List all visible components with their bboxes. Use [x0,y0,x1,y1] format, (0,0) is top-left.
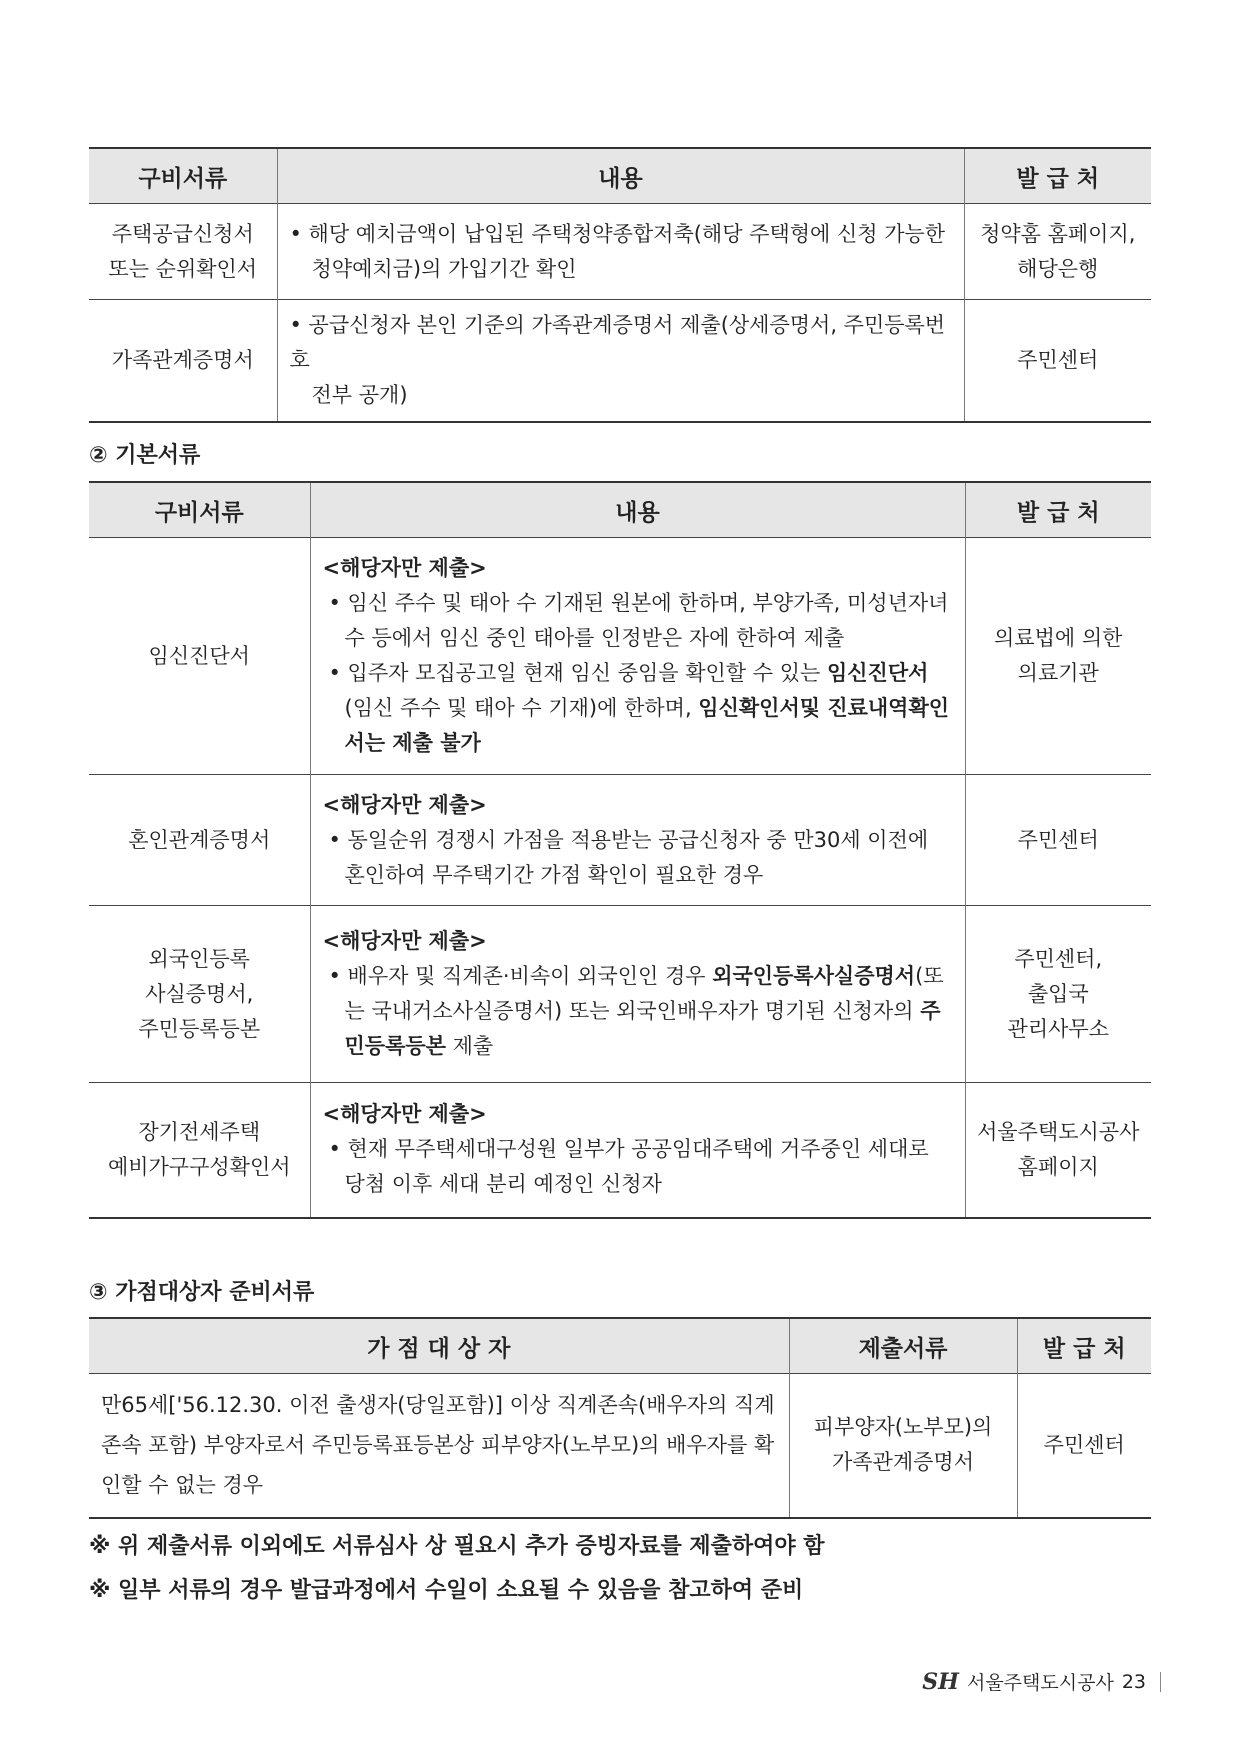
table-header-row [89,482,1151,538]
doc-cell: 피부양자(노부모)의 가족관계증명서 [789,1374,1017,1518]
table-required-docs-top [89,147,1151,423]
page-divider [1160,1672,1161,1692]
doc-cell: 가족관계증명서 [89,300,277,423]
issuer-cell: 의료법에 의한 의료기관 [965,538,1151,775]
table-row [89,775,1151,906]
doc-cell: 장기전세주택 예비가구구성확인서 [89,1083,310,1218]
sh-logo-icon: SH [922,1668,959,1695]
col-header-content: 내용 [277,148,964,204]
doc-cell: 임신진단서 [89,538,310,775]
note-2: ※ 일부 서류의 경우 발급과정에서 수일이 소요될 수 있음을 참고하여 준비 [89,1578,804,1603]
col-header-doc: 제출서류 [789,1318,1017,1374]
table-row [89,538,1151,775]
content-cell: • 해당 예치금액이 납입된 주택청약종합저축(해당 주택형에 신청 가능한 청약예치금)의 가입기간 확인 [277,204,964,300]
table-header-row [89,148,1151,204]
doc-cell: 혼인관계증명서 [89,775,310,906]
target-cell: 만65세['56.12.30. 이전 출생자(당일포함)] 이상 직계존속(배우자의 직계존속 포함) 부양자로서 주민등록표등본상 피부양자(노부모)의 배우자를 확인할 수 없는 경우 [89,1374,789,1518]
table-row [89,204,1151,300]
table-row [89,1374,1151,1518]
issuer-cell: 주민센터, 출입국 관리사무소 [965,906,1151,1083]
content-cell: <해당자만 제출> • 임신 주수 및 태아 수 기재된 원본에 한하며, 부양가족, 미성년자녀수 등에서 임신 중인 태아를 인정받은 자에 한하여 제출 • 입주자 모집공고일 현재 임신 중임을 확인할 수 있는 임신진단서(임신 주수 및 태아 수 기재)에 한하며, 임신확인서및 진료내역확인서는 제출 불가 [310,538,965,775]
issuer-cell: 주민센터 [965,775,1151,906]
table-row [89,300,1151,423]
page-footer [922,1668,1161,1695]
col-header-doc: 구비서류 [89,148,277,204]
section-title-bonus-docs: ③ 가점대상자 준비서류 [89,1280,315,1305]
issuer-cell: 청약홈 홈페이지, 해당은행 [964,204,1151,300]
footer-org: 서울주택도시공사 [966,1672,1114,1694]
content-cell: • 공급신청자 본인 기준의 가족관계증명서 제출(상세증명서, 주민등록번호 전부 공개) [277,300,964,423]
issuer-cell: 서울주택도시공사 홈페이지 [965,1083,1151,1218]
content-cell: <해당자만 제출> • 현재 무주택세대구성원 일부가 공공임대주택에 거주중인 세대로 당첨 이후 세대 분리 예정인 신청자 [310,1083,965,1218]
section-title-basic-docs: ② 기본서류 [89,443,201,468]
content-cell: <해당자만 제출> • 동일순위 경쟁시 가점을 적용받는 공급신청자 중 만30세 이전에 혼인하여 무주택기간 가점 확인이 필요한 경우 [310,775,965,906]
doc-cell: 주택공급신청서 또는 순위확인서 [89,204,277,300]
col-header-issuer: 발 급 처 [1017,1318,1151,1374]
issuer-cell: 주민센터 [964,300,1151,423]
table-row [89,906,1151,1083]
table-basic-docs [89,481,1151,1219]
col-header-content: 내용 [310,482,965,538]
doc-cell: 외국인등록 사실증명서, 주민등록등본 [89,906,310,1083]
col-header-issuer: 발 급 처 [965,482,1151,538]
issuer-cell: 주민센터 [1017,1374,1151,1518]
col-header-target: 가 점 대 상 자 [89,1318,789,1374]
col-header-issuer: 발 급 처 [964,148,1151,204]
note-1: ※ 위 제출서류 이외에도 서류심사 상 필요시 추가 증빙자료를 제출하여야 함 [89,1534,825,1559]
col-header-doc: 구비서류 [89,482,310,538]
page-number: 23 [1121,1670,1146,1693]
content-cell: <해당자만 제출> • 배우자 및 직계존·비속이 외국인인 경우 외국인등록사실증명서(또는 국내거소사실증명서) 또는 외국인배우자가 명기된 신청자의 주민등록등본 제출 [310,906,965,1083]
table-header-row [89,1318,1151,1374]
table-row [89,1083,1151,1218]
table-bonus-docs [89,1317,1151,1519]
